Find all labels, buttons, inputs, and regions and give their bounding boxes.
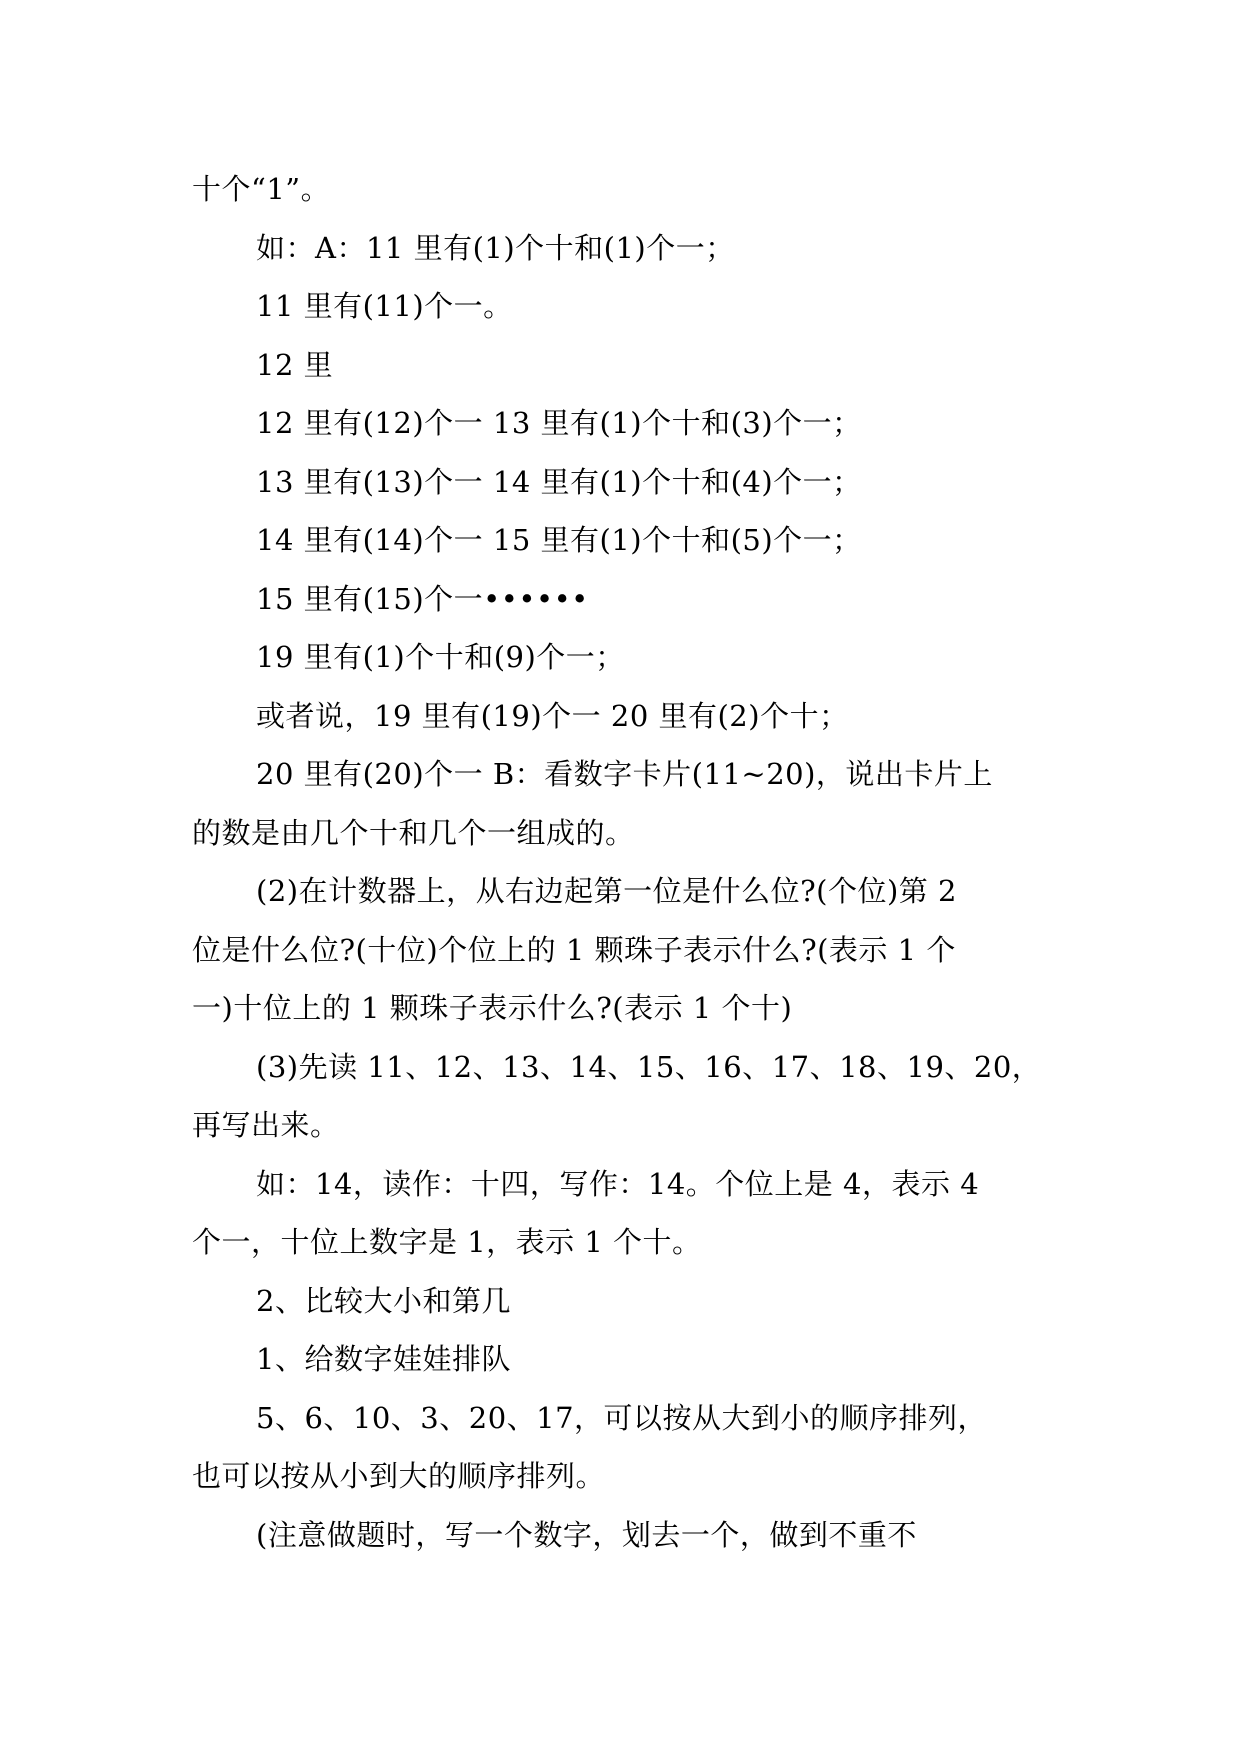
- text-line: 一)十位上的 1 颗珠子表示什么?(表示 1 个十): [192, 991, 793, 1025]
- text-line: 位是什么位?(十位)个位上的 1 颗珠子表示什么?(表示 1 个: [192, 932, 956, 967]
- text-line: 5、6、10、3、20、17，可以按从大到小的顺序排列，: [256, 1400, 988, 1435]
- text-line: 如：A：11 里有(1)个十和(1)个一；: [256, 230, 735, 265]
- text-line: (3)先读 11、12、13、14、15、16、17、18、19、20，: [256, 1049, 1042, 1084]
- text-line: 也可以按从小到大的顺序排列。: [192, 1459, 606, 1493]
- text-line: 如：14，读作：十四，写作：14。个位上是 4，表示 4: [256, 1166, 980, 1201]
- text-line: 20 里有(20)个一 B：看数字卡片(11~20)，说出卡片上: [256, 757, 993, 791]
- document-body: [192, 160, 1052, 1564]
- text-line: 再写出来。: [192, 1108, 340, 1142]
- text-line: 或者说，19 里有(19)个一 20 里有(2)个十；: [256, 698, 849, 733]
- text-line: 十个“1”。: [192, 172, 331, 206]
- text-line: (2)在计数器上，从右边起第一位是什么位?(个位)第 2: [256, 874, 957, 908]
- text-line: 的数是由几个十和几个一组成的。: [192, 815, 635, 850]
- text-line: 13 里有(13)个一 14 里有(1)个十和(4)个一；: [256, 464, 862, 499]
- text-line: (注意做题时，写一个数字，划去一个，做到不重不: [256, 1517, 917, 1552]
- text-line: 个一，十位上数字是 1，表示 1 个十。: [192, 1225, 702, 1259]
- text-line: 12 里有(12)个一 13 里有(1)个十和(3)个一；: [256, 406, 862, 440]
- text-line: 12 里: [256, 347, 334, 382]
- text-line: 19 里有(1)个十和(9)个一；: [256, 640, 625, 674]
- text-line: 15 里有(15)个一••••••: [256, 581, 589, 616]
- text-line: 14 里有(14)个一 15 里有(1)个十和(5)个一；: [256, 523, 862, 557]
- text-line: 11 里有(11)个一。: [256, 289, 513, 323]
- text-line: 1、给数字娃娃排队: [256, 1342, 511, 1376]
- text-line: 2、比较大小和第几: [256, 1283, 511, 1318]
